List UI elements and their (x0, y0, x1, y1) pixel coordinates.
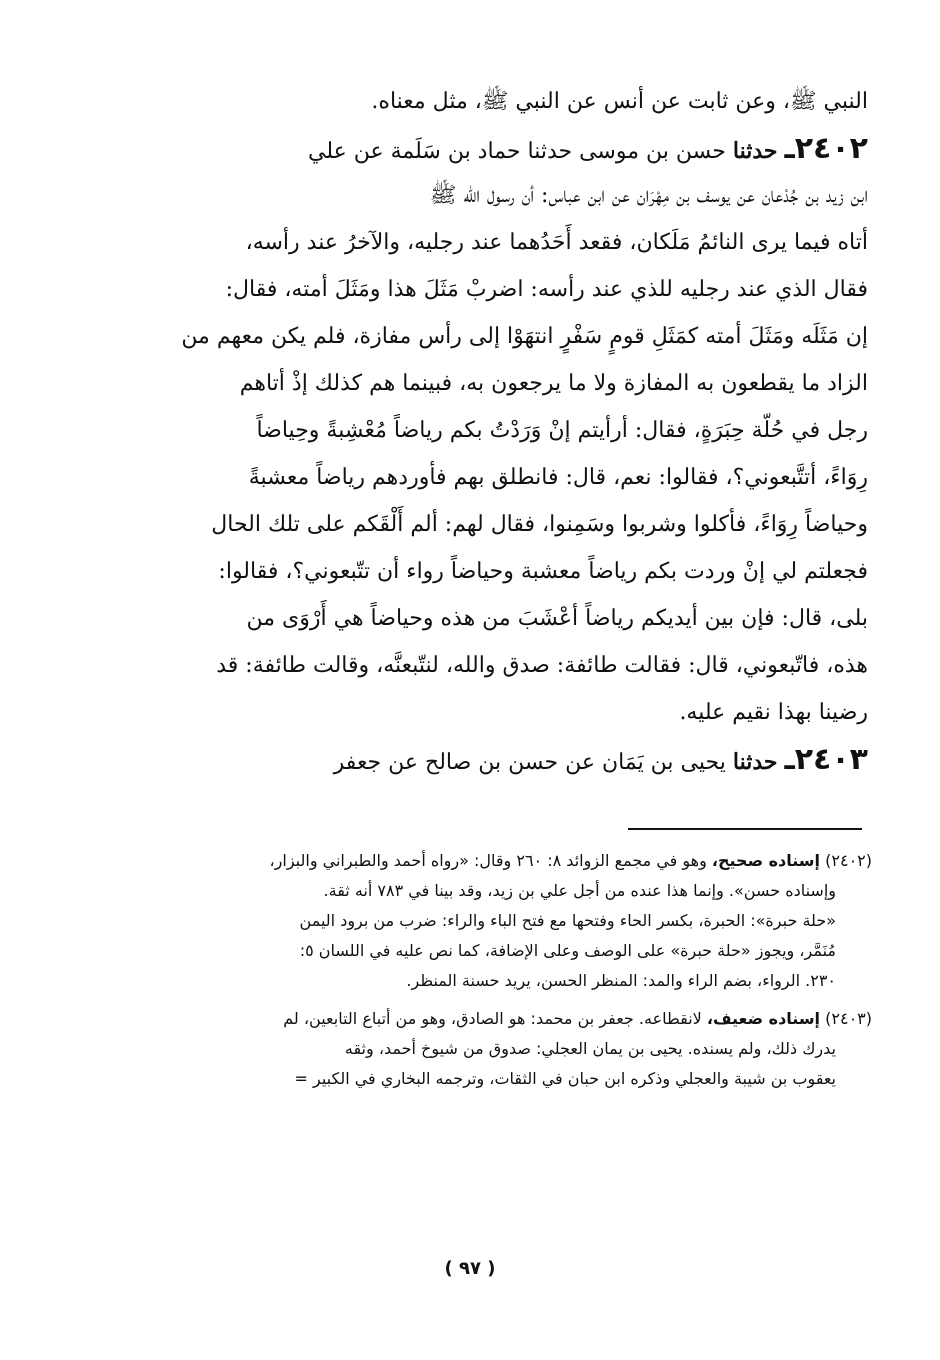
footnote-line: يدرك ذلك، ولم يسنده. يحيى بن يمان العجلي: صدوق من شيوخ أحمد، وثقه (344, 1039, 836, 1058)
text-line: الزاد ما يقطعون به المفازة ولا ما يرجعون به، فبينما هم كذلك إذْ أتاهم (239, 371, 868, 396)
text-line: النبي ﷺ، وعن ثابت عن أنس عن النبي ﷺ، مثل معناه. (371, 89, 868, 114)
footnote-2403-first-line (150, 1004, 872, 1034)
footnote-text: لانقطاعه. جعفر بن محمد: هو الصادق، وهو من أتباع التابعين، لم (283, 1009, 702, 1028)
hadith-2403-opening-line (158, 736, 868, 783)
footnotes (150, 846, 872, 1094)
text-line: وحياضاً رِوَاءً، فأكلوا وشربوا وسَمِنوا، فقال لهم: ألم أَلْقَكم على تلك الحال (211, 512, 868, 537)
text-line: ابن زيد بن جُدْعان عن يوسف بن مِهْرَان عن ابن عباس: أن رسول الله ﷺ (429, 183, 868, 208)
text-line: رضينا بهذا نقيم عليه. (679, 700, 868, 725)
page-number: ( ٩٧ ) (444, 1258, 496, 1279)
text-line: رجل في حُلّة حِبَرَةٍ، فقال: أرأيتم إنْ وَرَدْتُ بكم رياضاً مُعْشِبةً وحِياضاً (256, 418, 868, 443)
hadith-number: ٢٤٠٢ـ (784, 131, 868, 166)
text-line: فقال الذي عند رجليه للذي عند رأسه: اضربْ مَثَلَ هذا ومَثَلَ أمته، فقال: (225, 277, 868, 302)
footnote-line: ٢٣٠. الرواء، بضم الراء والمد: المنظر الحسن، يريد حسنة المنظر. (406, 971, 836, 990)
text-line: أتاه فيما يرى النائمُ مَلَكان، فقعد أَحَدُهما عند رجليه، والآخرُ عند رأسه، (245, 230, 868, 255)
footnote-text: وهو في مجمع الزوائد ٨: ٢٦٠ وقال: «رواه أحمد والطبراني والبزار، (269, 851, 707, 870)
footnote-2402-first-line (150, 846, 872, 876)
footnote-line: يعقوب بن شيبة والعجلي وذكره ابن حبان في الثقات، وترجمه البخاري في الكبير = (294, 1069, 836, 1088)
hadith-opening-text: يحيى بن يَمَان عن حسن بن صالح عن جعفر (333, 750, 726, 775)
footnote-divider (628, 828, 862, 830)
text-line: فجعلتم لي إنْ وردت بكم رياضاً معشبة وحياضاً رواء أن تتّبعوني؟، فقالوا: (218, 559, 868, 584)
hadith-opening-text: حسن بن موسى حدثنا حماد بن سَلَمة عن علي (307, 139, 726, 164)
main-text (158, 78, 868, 783)
footnote-heading: إسناده صحيح، (711, 851, 821, 870)
hadith-keyword: حدثنا (732, 138, 778, 164)
footnote-spacer (150, 996, 872, 1004)
hadith-number: ٢٤٠٣ـ (784, 742, 868, 777)
hadith-keyword: حدثنا (732, 749, 778, 775)
footnote-line: وإسناده حسن». وإنما هذا عنده من أجل علي بن زيد، وقد بينا في ٧٨٣ أنه ثقة. (323, 881, 836, 900)
footnote-line: مُنَمَّر، ويجوز «حلة حبرة» على الوصف وعلى الإضافة، كما نص عليه في اللسان ٥: (299, 941, 836, 960)
footnote-number: (٢٤٠٢) (825, 851, 872, 870)
footnote-line: «حلة حبرة»: الحبرة، بكسر الحاء وفتحها مع فتح الباء والراء: ضرب من برود اليمن (299, 911, 836, 930)
text-line: هذه، فاتّبعوني، قال: فقالت طائفة: صدق والله، لنتّبعنَّه، وقالت طائفة: قد (216, 653, 868, 678)
text-line: رِوَاءً، أتتَّبعوني؟، فقالوا: نعم، قال: فانطلق بهم فأوردهم رياضاً معشبةً (248, 465, 868, 490)
footnote-heading: إسناده ضعيف، (706, 1009, 821, 1028)
hadith-2402-opening-line (158, 125, 868, 172)
footnote-number: (٢٤٠٣) (825, 1009, 872, 1028)
text-line: إن مَثَلَه ومَثَلَ أمته كمَثَلِ قومٍ سَفْرٍ انتهَوْا إلى رأس مفازة، فلم يكن معهم من (181, 324, 868, 349)
text-line: بلى، قال: فإن بين أيديكم رياضاً أعْشَبَ من هذه وحياضاً هي أَرْوَى من (246, 606, 868, 631)
